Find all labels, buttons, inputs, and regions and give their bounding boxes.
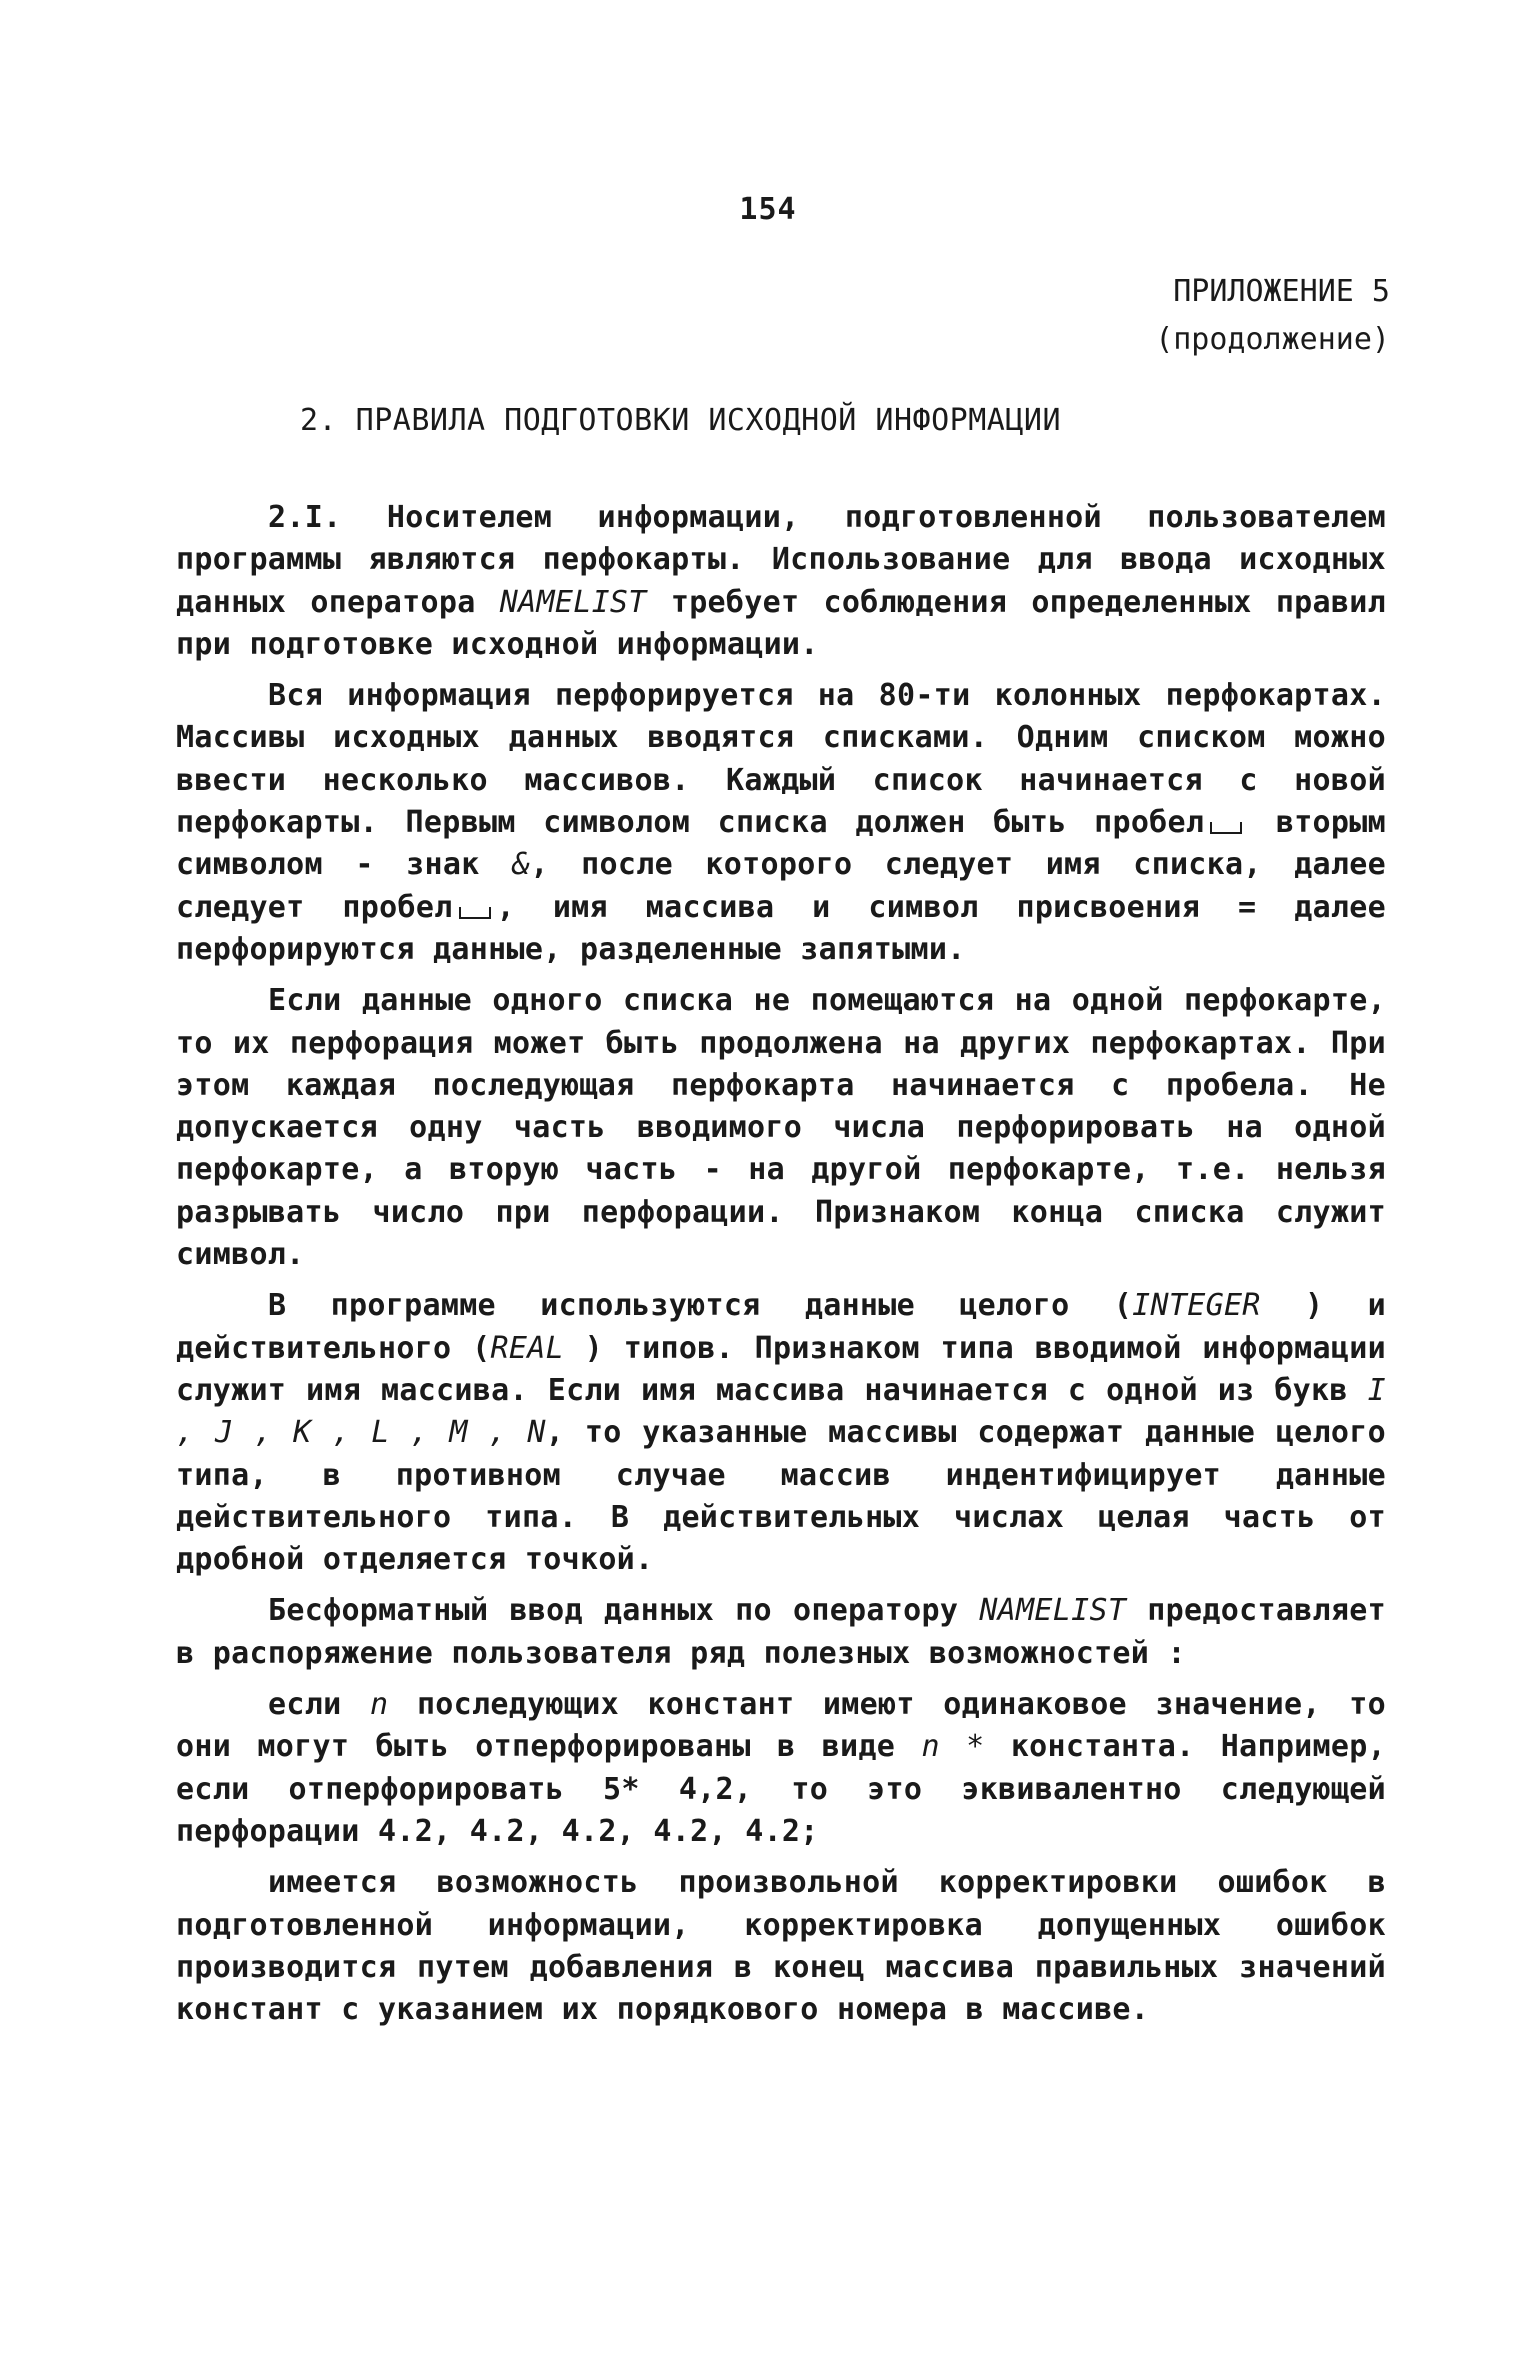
blank-space-symbol: [1210, 822, 1242, 834]
page-number: 154: [739, 192, 797, 227]
paragraph-4: [176, 1285, 1386, 1581]
paragraph-4-text-b: ) и действительного (: [176, 1288, 1386, 1366]
paragraph-2: [176, 675, 1386, 971]
integer-code: INTEGER: [1132, 1288, 1261, 1324]
paragraph-6-text-c: константа. Например, если отперфорировать 5* 4,2, то это эквивалентно следующей перфорации 4.2, 4.2, 4.2, 4.2, 4.2;: [176, 1729, 1386, 1849]
paragraph-2-text-e: далее перфорируются данные, разделенные запятыми.: [176, 889, 1387, 967]
real-code: REAL: [490, 1330, 564, 1366]
paragraph-3: Если данные одного списка не помещаются на одной перфокарте, то их перфорация может быть продолжена на других перфокартах. При этом каждая последующая перфокарта начинается с пробела. Не допускается одну часть вводимого числа перфорировать на одной перфокарте, а вторую часть - на другой перфокарте, т.е. нельзя разрывать число при перфорации. Признаком конца списка служит символ.: [176, 983, 1386, 1273]
n-variable: n: [370, 1687, 389, 1723]
n-times-expression: n *: [921, 1729, 985, 1765]
paragraph-2-text-b: вторым символом - знак: [176, 805, 1386, 883]
paragraph-4-text-c: ) типов. Признаком типа вводимой информации служит имя массива. Если имя массива начинается с одной из букв: [176, 1330, 1386, 1408]
ampersand-symbol: &: [512, 847, 531, 883]
assignment-symbol: =: [1237, 889, 1257, 925]
paragraph-1-text-a: 2.I. Носителем информации, подготовленной пользователем программы являются перфокарты. Использование для ввода исходных данных оператора: [176, 500, 1386, 620]
integer-letters: I , J , K , L , M , N: [176, 1372, 1386, 1451]
paragraph-2-text-c: , после которого следует имя списка, далее следует пробел: [176, 847, 1386, 925]
appendix-subtitle: (продолжение): [1155, 322, 1390, 357]
paragraph-1-text-b: требует соблюдения определенных правил при подготовке исходной информации.: [176, 584, 1386, 662]
paragraph-6-text-b: последующих констант имеют одинаковое значение, то они могут быть отперфорированы в виде: [176, 1687, 1387, 1765]
paragraph-1: [176, 497, 1386, 666]
paragraph-2-text-a: Вся информация перфорируется на 80-ти колонных перфокартах. Массивы исходных данных вводятся списками. Одним списком можно ввести несколько массивов. Каждый список начинается с новой перфокарты. Первым символом списка должен быть пробел: [176, 678, 1386, 841]
namelist-code: NAMELIST: [499, 584, 647, 620]
paragraph-5-text-b: предоставляет в распоряжение пользователя ряд полезных возможностей :: [176, 1593, 1386, 1671]
section-heading: 2. ПРАВИЛА ПОДГОТОВКИ ИСХОДНОЙ ИНФОРМАЦИИ: [300, 403, 1062, 438]
paragraph-5-text-a: Бесформатный ввод данных по оператору: [268, 1593, 980, 1629]
blank-space-symbol: [459, 907, 491, 919]
paragraph-2-text-d: , имя массива и символ присвоения: [496, 889, 1238, 925]
appendix-title: ПРИЛОЖЕНИЕ 5: [1173, 274, 1390, 309]
paragraph-4-text-a: В программе используются данные целого (: [268, 1288, 1133, 1324]
namelist-code: NAMELIST: [979, 1593, 1127, 1629]
paragraph-4-text-d: , то указанные массивы содержат данные целого типа, в противном случае массив индентифицирует данные действительного типа. В действительных числах целая часть от дробной отделяется точкой.: [176, 1415, 1386, 1578]
body-text: [176, 497, 1386, 2031]
paragraph-6: [176, 1684, 1386, 1853]
appendix-label: [1090, 268, 1390, 364]
paragraph-6-text-a: если: [268, 1687, 371, 1723]
paragraph-5: [176, 1590, 1386, 1675]
paragraph-7: имеется возможность произвольной корректировки ошибок в подготовленной информации, корректировка допущенных ошибок производится путем добавления в конец массива правильных значений констант с указанием их порядкового номера в массиве.: [176, 1865, 1386, 2028]
